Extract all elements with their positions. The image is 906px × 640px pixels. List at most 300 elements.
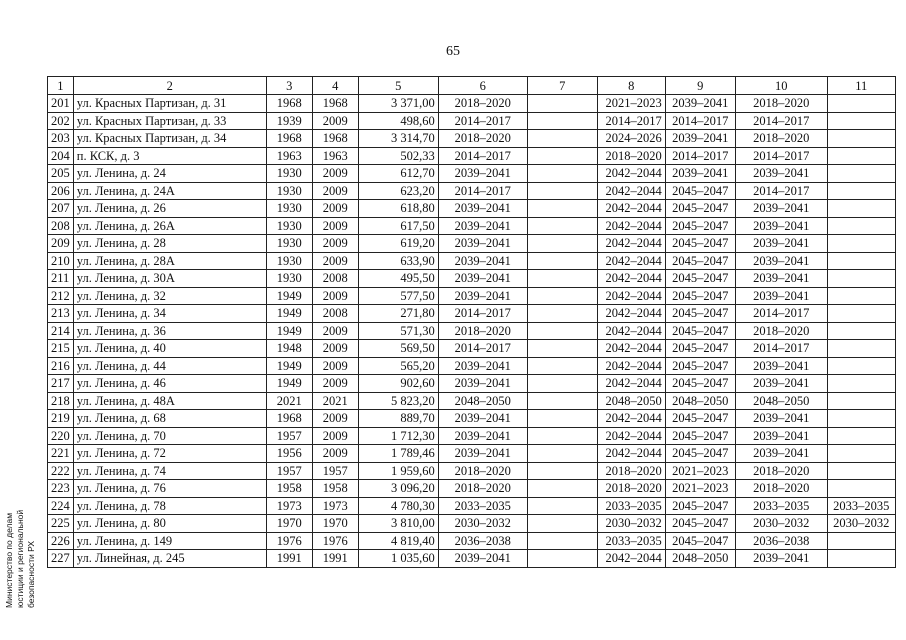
table-cell: 2009 [312, 235, 358, 253]
table-cell: 2009 [312, 112, 358, 130]
table-cell: 1956 [266, 445, 312, 463]
table-cell: 1949 [266, 305, 312, 323]
table-cell: 2042–2044 [597, 340, 665, 358]
table-row [48, 410, 896, 428]
table-cell: 2039–2041 [735, 252, 827, 270]
column-header: 11 [827, 77, 895, 95]
table-cell: 218 [48, 392, 74, 410]
table-cell: 1949 [266, 357, 312, 375]
table-cell: 1976 [266, 532, 312, 550]
table-row [48, 235, 896, 253]
table-cell: 2039–2041 [735, 357, 827, 375]
table-cell: 619,20 [358, 235, 438, 253]
table-cell: 2045–2047 [665, 200, 735, 218]
table-cell: 2009 [312, 182, 358, 200]
table-cell: 1968 [266, 410, 312, 428]
table-cell: 2039–2041 [665, 165, 735, 183]
table-row [48, 340, 896, 358]
table-cell: 2018–2020 [735, 462, 827, 480]
table-cell: 633,90 [358, 252, 438, 270]
table-cell: 2045–2047 [665, 340, 735, 358]
table-row [48, 305, 896, 323]
table-cell: 1957 [266, 462, 312, 480]
table-cell [827, 217, 895, 235]
table-cell: 2021–2023 [665, 480, 735, 498]
table-cell: 2039–2041 [438, 252, 527, 270]
table-cell: 213 [48, 305, 74, 323]
table-cell: 2039–2041 [438, 235, 527, 253]
stamp-line: юстиции и региональной [15, 509, 25, 608]
table-row [48, 357, 896, 375]
table-cell: 221 [48, 445, 74, 463]
table-row [48, 480, 896, 498]
table-row [48, 182, 896, 200]
table-cell: 2048–2050 [665, 550, 735, 568]
table-cell [527, 130, 597, 148]
table-cell [827, 182, 895, 200]
table-cell: 2018–2020 [438, 462, 527, 480]
table-cell [527, 322, 597, 340]
table-cell [827, 340, 895, 358]
table-cell: ул. Ленина, д. 36 [73, 322, 266, 340]
table-cell: 2014–2017 [735, 147, 827, 165]
table-cell [527, 515, 597, 533]
table-cell: 1963 [312, 147, 358, 165]
table-cell [827, 392, 895, 410]
table-cell: 571,30 [358, 322, 438, 340]
table-cell [827, 130, 895, 148]
table-cell [527, 270, 597, 288]
table-cell: ул. Ленина, д. 70 [73, 427, 266, 445]
table-cell [827, 235, 895, 253]
table-cell: 2021 [266, 392, 312, 410]
table-cell [827, 200, 895, 218]
table-cell: 2033–2035 [597, 497, 665, 515]
table-cell: 2042–2044 [597, 217, 665, 235]
column-header: 6 [438, 77, 527, 95]
table-cell: 2036–2038 [438, 532, 527, 550]
table-cell: 2009 [312, 445, 358, 463]
table-cell: 1930 [266, 200, 312, 218]
table-cell: 1957 [312, 462, 358, 480]
table-cell: 2039–2041 [438, 445, 527, 463]
table-cell: 2045–2047 [665, 182, 735, 200]
table-cell: 623,20 [358, 182, 438, 200]
table-cell: 2042–2044 [597, 305, 665, 323]
table-cell: 2033–2035 [438, 497, 527, 515]
table-row [48, 445, 896, 463]
table-cell [527, 375, 597, 393]
table-cell: 2036–2038 [735, 532, 827, 550]
table-cell: 2039–2041 [735, 287, 827, 305]
table-cell: 212 [48, 287, 74, 305]
table-cell: 2045–2047 [665, 287, 735, 305]
table-cell: 208 [48, 217, 74, 235]
table-cell: 216 [48, 357, 74, 375]
table-cell: 2042–2044 [597, 427, 665, 445]
table-cell: ул. Ленина, д. 68 [73, 410, 266, 428]
table-cell: 2045–2047 [665, 305, 735, 323]
stamp-line: Министерство по делам [4, 512, 14, 608]
table-cell: ул. Ленина, д. 74 [73, 462, 266, 480]
table-cell: 2045–2047 [665, 357, 735, 375]
table-cell: 2039–2041 [665, 130, 735, 148]
table-cell: 207 [48, 200, 74, 218]
table-cell: 2048–2050 [665, 392, 735, 410]
table-cell: ул. Ленина, д. 24 [73, 165, 266, 183]
table-cell: 2042–2044 [597, 182, 665, 200]
table-cell: 1 035,60 [358, 550, 438, 568]
table-cell: 2042–2044 [597, 252, 665, 270]
table-cell: ул. Ленина, д. 24А [73, 182, 266, 200]
table-cell: 498,60 [358, 112, 438, 130]
column-header: 10 [735, 77, 827, 95]
table-cell: 2033–2035 [735, 497, 827, 515]
table-cell: 1968 [266, 95, 312, 113]
table-row [48, 427, 896, 445]
table-cell: 1963 [266, 147, 312, 165]
table-cell: ул. Ленина, д. 78 [73, 497, 266, 515]
table-cell: 1930 [266, 252, 312, 270]
table-cell: 2039–2041 [438, 357, 527, 375]
table-cell: ул. Ленина, д. 30А [73, 270, 266, 288]
table-cell: 2014–2017 [438, 182, 527, 200]
table-cell [827, 427, 895, 445]
table-cell: 2014–2017 [438, 112, 527, 130]
table-row [48, 322, 896, 340]
table-cell [827, 357, 895, 375]
table-cell: 618,80 [358, 200, 438, 218]
table-cell: 1 789,46 [358, 445, 438, 463]
table-cell [827, 322, 895, 340]
table-cell: ул. Ленина, д. 26 [73, 200, 266, 218]
table-cell: 2042–2044 [597, 322, 665, 340]
table-cell: 2008 [312, 270, 358, 288]
table-row [48, 252, 896, 270]
table-cell [527, 287, 597, 305]
table-cell: 2042–2044 [597, 445, 665, 463]
table-cell: 1968 [312, 130, 358, 148]
table-cell: ул. Красных Партизан, д. 31 [73, 95, 266, 113]
table-row [48, 95, 896, 113]
table-cell: 1949 [266, 322, 312, 340]
table-cell [527, 532, 597, 550]
table-cell: 2009 [312, 410, 358, 428]
table-row [48, 217, 896, 235]
table-cell: 2018–2020 [597, 147, 665, 165]
table-cell: 214 [48, 322, 74, 340]
table-cell: 2048–2050 [597, 392, 665, 410]
table-cell: 2042–2044 [597, 270, 665, 288]
table-cell: 226 [48, 532, 74, 550]
table-row [48, 200, 896, 218]
table-cell: 1930 [266, 182, 312, 200]
table-cell: 1930 [266, 235, 312, 253]
table-cell: 2009 [312, 340, 358, 358]
table-cell: 5 823,20 [358, 392, 438, 410]
table-cell [827, 480, 895, 498]
table-cell: 4 780,30 [358, 497, 438, 515]
table-cell: 224 [48, 497, 74, 515]
table-row [48, 130, 896, 148]
table-cell [527, 392, 597, 410]
table-cell: 2045–2047 [665, 252, 735, 270]
table-cell: 2045–2047 [665, 427, 735, 445]
table-cell: 1973 [312, 497, 358, 515]
table-cell: 204 [48, 147, 74, 165]
table-cell: п. КСК, д. 3 [73, 147, 266, 165]
table-cell [527, 445, 597, 463]
column-header: 2 [73, 77, 266, 95]
column-header: 4 [312, 77, 358, 95]
table-cell: 209 [48, 235, 74, 253]
table-cell: 2014–2017 [597, 112, 665, 130]
table-cell: 222 [48, 462, 74, 480]
ministry-stamp [4, 488, 50, 608]
table-cell: 2039–2041 [438, 165, 527, 183]
table-cell [527, 147, 597, 165]
table-cell: 2033–2035 [827, 497, 895, 515]
table-cell: ул. Ленина, д. 149 [73, 532, 266, 550]
table-cell [827, 165, 895, 183]
table-cell [527, 182, 597, 200]
table-cell: 2014–2017 [735, 305, 827, 323]
table-cell: ул. Ленина, д. 80 [73, 515, 266, 533]
table-cell: 1968 [266, 130, 312, 148]
table-cell [827, 445, 895, 463]
page-number: 65 [446, 44, 460, 59]
table-cell: 889,70 [358, 410, 438, 428]
table-cell [827, 147, 895, 165]
table-cell: 2039–2041 [735, 427, 827, 445]
table-cell: 2042–2044 [597, 287, 665, 305]
table-cell: 3 810,00 [358, 515, 438, 533]
table-cell: 2039–2041 [735, 445, 827, 463]
table-cell: 2039–2041 [735, 235, 827, 253]
table-cell [827, 270, 895, 288]
table-cell: 210 [48, 252, 74, 270]
table-cell: 2030–2032 [438, 515, 527, 533]
table-cell [527, 112, 597, 130]
table-cell [827, 112, 895, 130]
table-cell: 2018–2020 [438, 95, 527, 113]
table-cell: 2042–2044 [597, 550, 665, 568]
table-cell [527, 462, 597, 480]
column-header: 7 [527, 77, 597, 95]
table-cell: 2042–2044 [597, 235, 665, 253]
table-cell [527, 95, 597, 113]
table-cell [527, 305, 597, 323]
table-cell: 201 [48, 95, 74, 113]
table-cell: 2039–2041 [438, 410, 527, 428]
table-row [48, 375, 896, 393]
table-cell: 2042–2044 [597, 375, 665, 393]
table-cell: 2033–2035 [597, 532, 665, 550]
table-cell: 205 [48, 165, 74, 183]
table-cell: 1973 [266, 497, 312, 515]
table-cell [827, 305, 895, 323]
table-cell: 1 712,30 [358, 427, 438, 445]
column-header: 1 [48, 77, 74, 95]
table-row [48, 147, 896, 165]
table-cell: 577,50 [358, 287, 438, 305]
table-cell: 220 [48, 427, 74, 445]
table-cell: 203 [48, 130, 74, 148]
table-cell [527, 235, 597, 253]
table-cell [527, 217, 597, 235]
table-row [48, 112, 896, 130]
table-cell: 2009 [312, 200, 358, 218]
table-cell [527, 550, 597, 568]
table-cell [827, 410, 895, 428]
table-cell: ул. Ленина, д. 28 [73, 235, 266, 253]
table-cell: 2045–2047 [665, 445, 735, 463]
column-header: 8 [597, 77, 665, 95]
table-cell: 2014–2017 [735, 340, 827, 358]
table-cell: 617,50 [358, 217, 438, 235]
table-cell: 1957 [266, 427, 312, 445]
table-cell: 2045–2047 [665, 322, 735, 340]
table-cell: 1 959,60 [358, 462, 438, 480]
table-cell: 1968 [312, 95, 358, 113]
table-cell: 206 [48, 182, 74, 200]
table-cell: 2018–2020 [438, 130, 527, 148]
table-cell: ул. Ленина, д. 26А [73, 217, 266, 235]
table-cell: 565,20 [358, 357, 438, 375]
column-header: 5 [358, 77, 438, 95]
data-table [47, 76, 896, 568]
table-cell [827, 287, 895, 305]
table-cell [527, 427, 597, 445]
table-cell: 2039–2041 [735, 200, 827, 218]
table-cell: ул. Ленина, д. 32 [73, 287, 266, 305]
table-cell: 2039–2041 [735, 217, 827, 235]
table-cell: 2014–2017 [438, 147, 527, 165]
table-cell: ул. Ленина, д. 34 [73, 305, 266, 323]
table-cell: 2014–2017 [735, 112, 827, 130]
table-cell: 2014–2017 [735, 182, 827, 200]
table-cell [527, 357, 597, 375]
table-cell: 223 [48, 480, 74, 498]
table-cell: 2039–2041 [438, 287, 527, 305]
table-cell: 2039–2041 [665, 95, 735, 113]
table-cell [527, 410, 597, 428]
table-cell: 211 [48, 270, 74, 288]
table-cell: 2014–2017 [665, 147, 735, 165]
table-cell: 271,80 [358, 305, 438, 323]
table-cell: ул. Красных Партизан, д. 34 [73, 130, 266, 148]
table-cell: 3 371,00 [358, 95, 438, 113]
table-cell: 1939 [266, 112, 312, 130]
table-cell: 2021 [312, 392, 358, 410]
table-cell: 502,33 [358, 147, 438, 165]
table-cell: 2039–2041 [735, 375, 827, 393]
table-cell: 2045–2047 [665, 497, 735, 515]
table-cell [527, 480, 597, 498]
table-cell: ул. Ленина, д. 44 [73, 357, 266, 375]
table-cell: 2042–2044 [597, 410, 665, 428]
table-cell: 2039–2041 [438, 270, 527, 288]
table-cell: ул. Ленина, д. 28А [73, 252, 266, 270]
table-cell: 2018–2020 [597, 480, 665, 498]
table-cell: 2042–2044 [597, 165, 665, 183]
table-cell: 2039–2041 [735, 410, 827, 428]
table-cell: 2018–2020 [597, 462, 665, 480]
table-cell: 2014–2017 [665, 112, 735, 130]
table-cell: 1976 [312, 532, 358, 550]
table-cell: 2009 [312, 287, 358, 305]
table-cell: 2045–2047 [665, 235, 735, 253]
table-cell: 3 096,20 [358, 480, 438, 498]
table-cell: 2018–2020 [735, 480, 827, 498]
table-cell: ул. Красных Партизан, д. 33 [73, 112, 266, 130]
table-cell: 1991 [312, 550, 358, 568]
table-cell: 1970 [266, 515, 312, 533]
table-cell: ул. Ленина, д. 76 [73, 480, 266, 498]
table-cell: ул. Ленина, д. 48А [73, 392, 266, 410]
table-cell: ул. Линейная, д. 245 [73, 550, 266, 568]
table-row [48, 532, 896, 550]
table-cell: 1958 [266, 480, 312, 498]
table-cell: 2045–2047 [665, 410, 735, 428]
table-cell: 2045–2047 [665, 515, 735, 533]
table-cell: 2014–2017 [438, 305, 527, 323]
table-row [48, 497, 896, 515]
table-row [48, 165, 896, 183]
table-cell: 612,70 [358, 165, 438, 183]
table-cell: 4 819,40 [358, 532, 438, 550]
table-cell: 1930 [266, 165, 312, 183]
table-cell: 495,50 [358, 270, 438, 288]
table-cell: 2018–2020 [735, 95, 827, 113]
table-cell: 2039–2041 [735, 165, 827, 183]
table-cell [527, 340, 597, 358]
table-cell: 2009 [312, 427, 358, 445]
table-cell: ул. Ленина, д. 40 [73, 340, 266, 358]
table-cell: 2009 [312, 322, 358, 340]
table-cell: 1991 [266, 550, 312, 568]
table-cell: 2045–2047 [665, 270, 735, 288]
table-cell: 1930 [266, 217, 312, 235]
table-cell [827, 462, 895, 480]
table-cell: 2042–2044 [597, 200, 665, 218]
table-cell: 1930 [266, 270, 312, 288]
table-cell [827, 95, 895, 113]
table-cell: 2045–2047 [665, 532, 735, 550]
table-cell: 1949 [266, 287, 312, 305]
table-cell: 2030–2032 [597, 515, 665, 533]
table-cell [527, 165, 597, 183]
table-cell: 2030–2032 [735, 515, 827, 533]
table-cell: 2039–2041 [438, 427, 527, 445]
table-cell: 2042–2044 [597, 357, 665, 375]
table-cell: 2024–2026 [597, 130, 665, 148]
table-cell: 2021–2023 [665, 462, 735, 480]
table-cell: 217 [48, 375, 74, 393]
column-header: 3 [266, 77, 312, 95]
table-cell: 227 [48, 550, 74, 568]
table-row [48, 515, 896, 533]
table-cell: 2009 [312, 375, 358, 393]
table-cell: 2045–2047 [665, 375, 735, 393]
table-cell [527, 252, 597, 270]
table-cell: ул. Ленина, д. 46 [73, 375, 266, 393]
table-cell: 2009 [312, 165, 358, 183]
table-cell: 2030–2032 [827, 515, 895, 533]
table-cell [827, 252, 895, 270]
table-cell: 2039–2041 [438, 200, 527, 218]
table-cell: 2039–2041 [735, 550, 827, 568]
